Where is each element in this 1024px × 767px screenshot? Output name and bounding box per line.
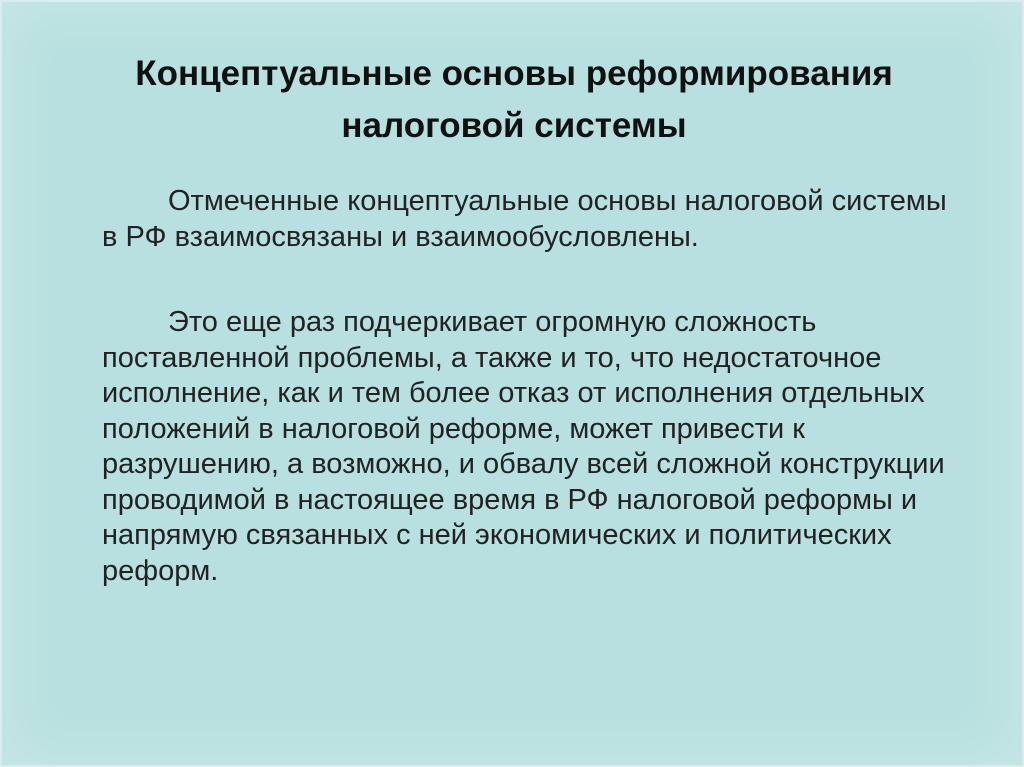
slide-title-line-1: Концептуальные основы реформирования: [135, 54, 893, 93]
slide-title: [62, 48, 966, 152]
paragraph-1: Отмеченные концептуальные основы налоговой системы в РФ взаимосвязаны и взаимообусловлены.: [102, 185, 947, 253]
slide-title-line-2: налоговой системы: [341, 106, 687, 145]
slide-body: [102, 184, 952, 589]
paragraph-2: Это еще раз подчеркивает огромную сложность поставленной проблемы, а также и то, что недостаточное исполнение, как и тем более отказ от исполнения отдельных положений в налоговой реформе, может привести к разрушению, а возможно, и обвалу всей сложной конструкции проводимой в настоящее время в РФ налоговой реформы и напрямую связанных с ней экономических и политических реформ.: [102, 306, 945, 587]
